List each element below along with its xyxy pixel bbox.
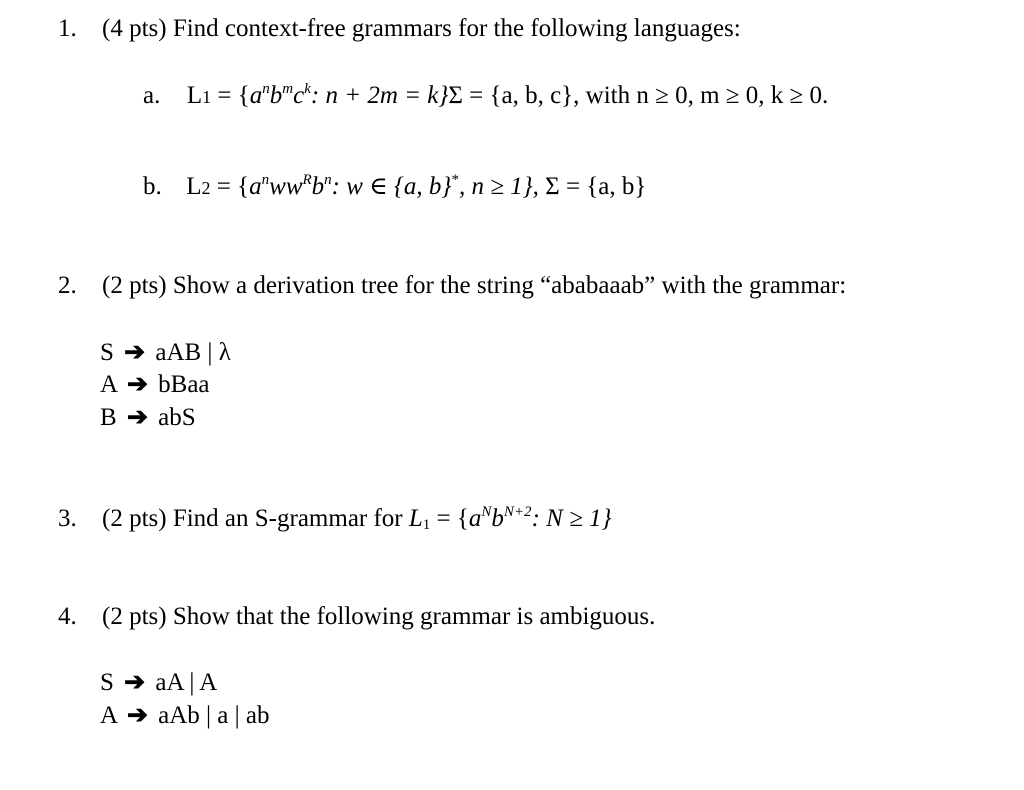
exponent-N-plus-2: N+2 <box>503 504 532 520</box>
grammar-rule <box>100 701 270 731</box>
language-index: 1 <box>202 87 212 107</box>
symbol-a: a <box>249 82 263 109</box>
equals-sign: = <box>436 505 451 532</box>
symbol-b: b <box>269 82 283 109</box>
exponent-n: n <box>261 172 270 188</box>
symbol-ww: ww <box>269 173 303 200</box>
exponent-m: m <box>282 81 294 97</box>
question-number: 4. <box>58 603 77 630</box>
right-arrow-icon: ➔ <box>126 371 148 398</box>
item-letter: b. <box>143 173 162 200</box>
symbol-c: c <box>293 82 305 109</box>
question-1b <box>143 172 646 205</box>
question-text: (2 pts) Show that the following grammar is ambiguous. <box>102 603 656 630</box>
rule-lhs: S <box>100 669 114 696</box>
kleene-star: * <box>451 172 459 188</box>
set-open: { <box>237 82 250 109</box>
exponent-N: N <box>481 504 492 520</box>
rule-lhs: A <box>100 371 117 398</box>
grammar-rule <box>100 668 217 698</box>
language-name: L <box>186 173 202 200</box>
symbol-b: b <box>491 505 504 532</box>
grammar-rule <box>100 338 231 368</box>
equals-sign: = <box>217 82 232 109</box>
condition-part1: : w ∈ {a, b} <box>331 173 452 200</box>
exponent-n2: n <box>324 172 332 188</box>
set-open: { <box>237 173 250 200</box>
exponent-R: R <box>302 172 312 188</box>
alphabet: Σ = {a, b, c}, with n ≥ 0, m ≥ 0, k ≥ 0. <box>448 82 829 109</box>
question-number: 3. <box>58 505 77 532</box>
question-text: (4 pts) Find context-free grammars for the following languages: <box>102 15 741 42</box>
rule-lhs: S <box>100 339 114 366</box>
condition: : N ≥ 1} <box>531 505 612 532</box>
rule-rhs: bBaa <box>158 371 210 398</box>
exponent-n: n <box>262 81 270 97</box>
right-arrow-icon: ➔ <box>126 702 148 729</box>
rule-lhs: A <box>100 702 117 729</box>
condition: : n + 2m = k} <box>310 82 449 109</box>
rule-lhs: B <box>100 404 117 431</box>
symbol-a: a <box>468 505 482 532</box>
question-text: (2 pts) Find an S-grammar for <box>102 505 403 532</box>
language-index: 2 <box>201 178 211 198</box>
rule-rhs: abS <box>158 404 196 431</box>
right-arrow-icon: ➔ <box>124 669 146 696</box>
symbol-b: b <box>311 173 325 200</box>
grammar-rule <box>100 403 196 433</box>
question-number: 1. <box>58 15 77 42</box>
language-index: 1 <box>422 517 431 533</box>
alphabet: Σ = {a, b} <box>545 173 647 200</box>
language-name: L <box>408 505 423 532</box>
right-arrow-icon: ➔ <box>124 339 146 366</box>
rule-rhs: aA | A <box>155 669 218 696</box>
set-open: { <box>456 505 469 532</box>
question-text: (2 pts) Show a derivation tree for the string “ababaaab” with the grammar: <box>102 272 847 299</box>
grammar-rule <box>100 370 210 400</box>
rule-rhs: aAb | a | ab <box>158 702 270 729</box>
question-number: 2. <box>58 272 77 299</box>
symbol-a: a <box>249 173 262 200</box>
rule-rhs: aAB | λ <box>155 339 231 366</box>
right-arrow-icon: ➔ <box>126 404 148 431</box>
equals-sign: = <box>216 173 231 200</box>
exponent-k: k <box>304 81 311 97</box>
item-letter: a. <box>143 82 161 109</box>
question-1a <box>143 81 828 114</box>
condition-part2: , n ≥ 1}, <box>458 173 539 200</box>
language-name: L <box>186 82 203 109</box>
